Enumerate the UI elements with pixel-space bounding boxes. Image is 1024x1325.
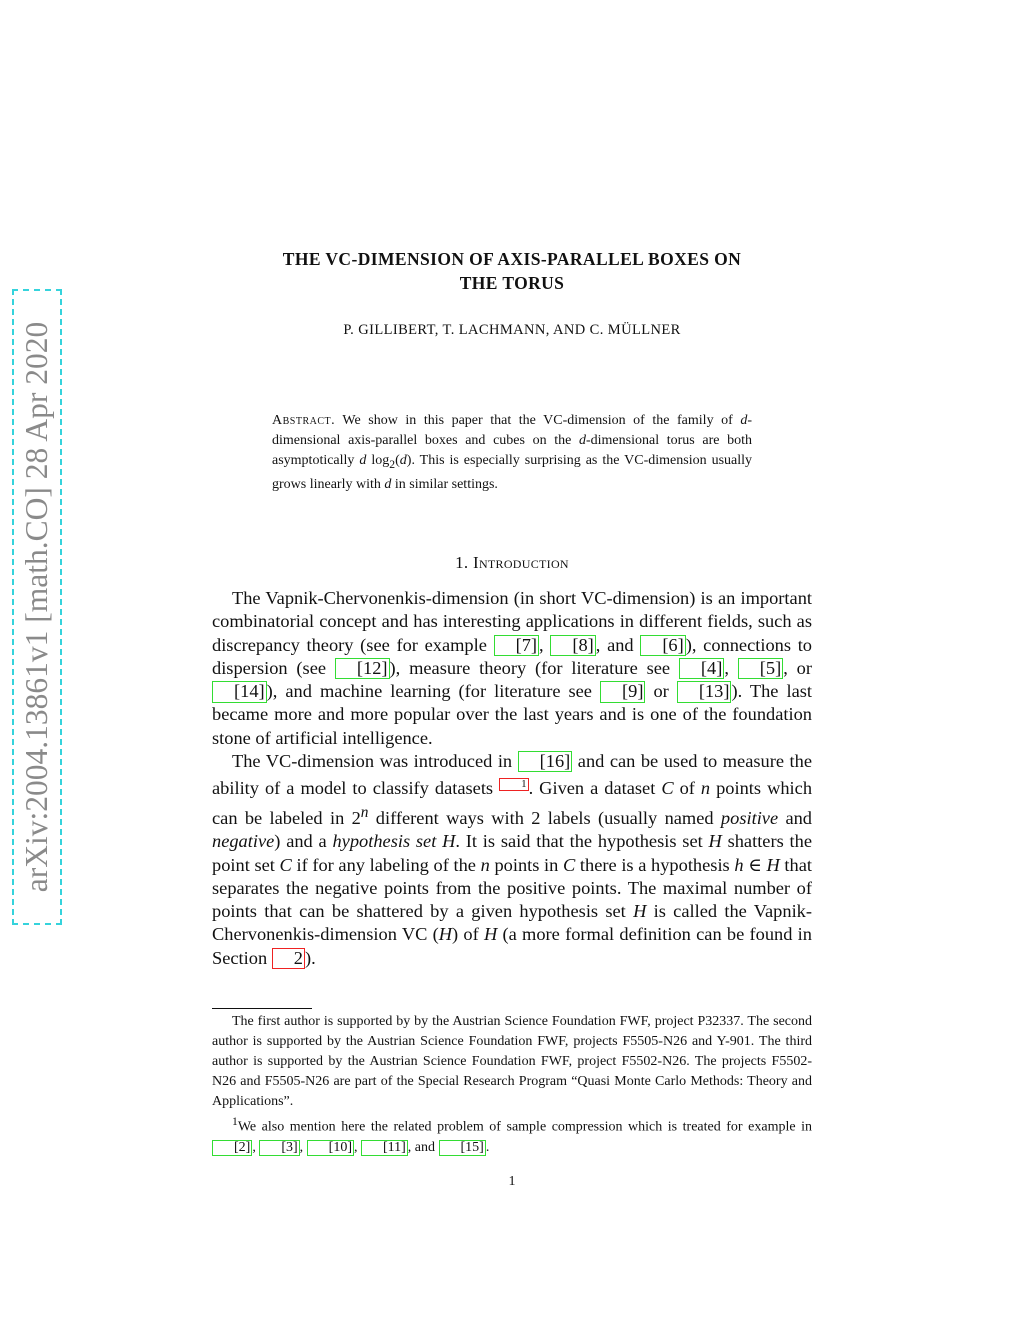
citation-link[interactable]: [14] [212, 681, 267, 702]
paper-title [150, 247, 874, 295]
funding-footnote: The first author is supported by by the Austrian Science Foundation FWF, project P32337. The second author is supported by the Austrian Science Foundation FWF, projects F5505-N26 and Y-901. The third author is supported by the Austrian Science Foundation FWF, project F5502-N26. The projects F5502-N26 and F5505-N26 are part of the Special Research Program “Quasi Monte Carlo Methods: Theory and Applications”. [212, 1014, 812, 1109]
citation-link[interactable]: [6] [640, 635, 685, 656]
paragraph-2: The VC-dimension was introduced in [16] and can be used to measure the ability of a model to classify datasets $^1$ . Given a dataset C of n points which can be labeled in 2$^n$ different ways with 2 labels (usually named positive and negative) and a hypothesis set H. It is said that the hypothesis set H shatters the point set C if for any labeling of the n points in C there is a hypothesis h ∈ H that separates the negative points from the positive points. The maximal number of points that can be shattered by a given hypothesis set H is called the Vapnik-Chervonenkis-dimension VC (H) of H (a more formal definition can be found in Section 2 ). [212, 751, 813, 968]
footnote-separator [212, 1008, 312, 1009]
abstract-label: Abstract. [272, 413, 336, 428]
citation-link[interactable]: [15] [439, 1140, 486, 1157]
citation-link[interactable]: [2] [212, 1140, 252, 1157]
title-line-2: THE TORUS [459, 273, 565, 293]
citation-link[interactable]: [5] [738, 658, 783, 679]
abstract: Abstract. We show in this paper that the VC-dimension of the family of d-dimensional axis-parallel boxes and cubes on the d-dimensional torus are both asymptotically d $\log_2(d)$. This is especially surprising as the VC-dimension usually grows linearly with d in similar settings. [272, 413, 753, 492]
citation-link[interactable]: [16] [518, 751, 573, 772]
section-2-link[interactable]: 2 [272, 948, 305, 969]
footnotes [212, 1012, 812, 1158]
citation-link[interactable]: [10] [307, 1140, 354, 1157]
citation-link[interactable]: [4] [679, 658, 724, 679]
citation-link[interactable]: [11] [361, 1140, 408, 1157]
citation-link[interactable]: [3] [259, 1140, 299, 1157]
footnote-1-mark: 1 [232, 1115, 238, 1128]
author-list: P. GILLIBERT, T. LACHMANN, AND C. MÜLLNER [343, 322, 681, 338]
citation-link[interactable]: [12] [335, 658, 390, 679]
title-line-1: THE VC-DIMENSION OF AXIS-PARALLEL BOXES ON [282, 249, 742, 269]
citation-link[interactable]: [8] [550, 635, 595, 656]
citation-link[interactable]: [9] [600, 681, 645, 702]
arxiv-identifier-text: arXiv:2004.13861v1 [math.CO] 28 Apr 2020 [19, 321, 54, 893]
paragraph-1: The Vapnik-Chervonenkis-dimension (in short VC-dimension) is an important combinatorial concept and has interesting applications in different fields, such as discrepancy theory (see for example [7] , [8] , and [6] ), connections to dispersion (see [12] ), measure theory (for literature see [4] , [5] , or [14] ), and machine learning (for literature see [9] or [13] ). The last became more and more popular over the last years and is one of the foundation stone of artificial intelligence. [212, 588, 813, 748]
section-heading-introduction: 1. Introduction [455, 553, 569, 572]
introduction-body [212, 587, 812, 970]
citation-link[interactable]: [13] [677, 681, 732, 702]
arxiv-identifier-stamp [12, 289, 62, 925]
page-number: 1 [508, 1174, 516, 1189]
abstract-formula: d $\log_2(d)$ [359, 453, 412, 471]
footnote-1-link[interactable]: 1 [499, 778, 529, 791]
footnote-1: $^1$We also mention here the related problem of sample compression which is treated for example in [2] , [3] , [10] , [11] , and [15] . [212, 1112, 812, 1158]
citation-link[interactable]: [7] [494, 635, 539, 656]
